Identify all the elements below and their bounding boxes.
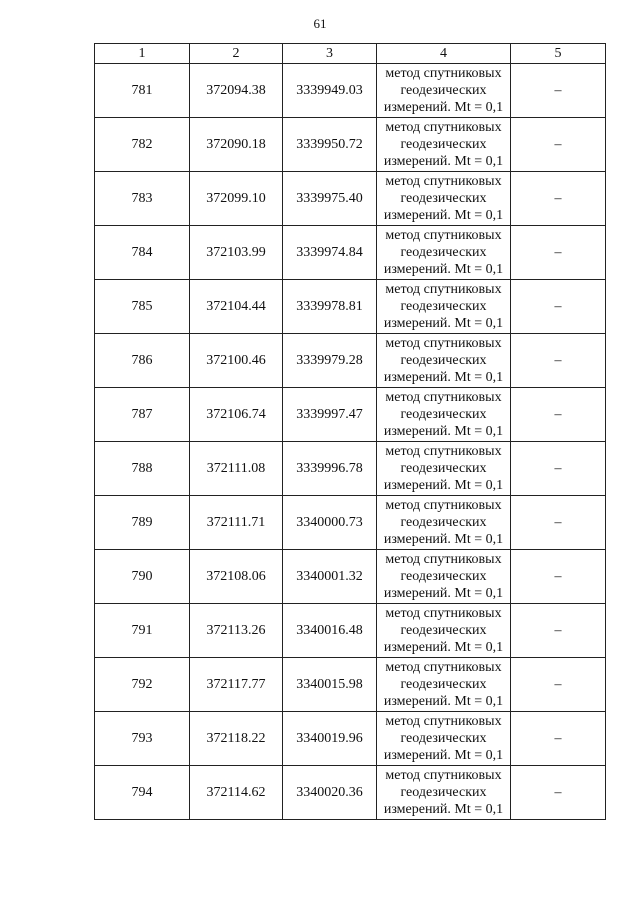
note-cell: –: [511, 388, 606, 442]
table-row: [95, 496, 606, 550]
table-row: [95, 658, 606, 712]
method-cell: [377, 496, 511, 550]
x-coordinate-cell: 372100.46: [190, 334, 283, 388]
method-line: измерений. Mt = 0,1: [383, 208, 504, 223]
x-coordinate-cell: 372118.22: [190, 712, 283, 766]
method-line: геодезических: [400, 407, 487, 422]
note-cell: –: [511, 766, 606, 820]
method-line: геодезических: [400, 191, 487, 206]
x-coordinate-cell: 372111.71: [190, 496, 283, 550]
method-line: геодезических: [400, 515, 487, 530]
note-cell: –: [511, 334, 606, 388]
table-row: [95, 334, 606, 388]
method-line: измерений. Mt = 0,1: [383, 532, 504, 547]
point-number-cell: 790: [95, 550, 190, 604]
header-col-3: 3: [283, 44, 377, 64]
method-cell: [377, 118, 511, 172]
header-col-4: 4: [377, 44, 511, 64]
note-cell: –: [511, 172, 606, 226]
table-row: [95, 766, 606, 820]
y-coordinate-cell: 3340001.32: [283, 550, 377, 604]
table-row: [95, 442, 606, 496]
method-line: метод спутниковых: [385, 714, 502, 729]
y-coordinate-cell: 3339974.84: [283, 226, 377, 280]
note-cell: –: [511, 550, 606, 604]
y-coordinate-cell: 3340000.73: [283, 496, 377, 550]
table-row: [95, 280, 606, 334]
note-cell: –: [511, 280, 606, 334]
y-coordinate-cell: 3339950.72: [283, 118, 377, 172]
method-cell: [377, 766, 511, 820]
method-line: метод спутниковых: [385, 444, 502, 459]
method-line: геодезических: [400, 461, 487, 476]
method-line: метод спутниковых: [385, 768, 502, 783]
y-coordinate-cell: 3340015.98: [283, 658, 377, 712]
header-col-1: 1: [95, 44, 190, 64]
method-line: метод спутниковых: [385, 174, 502, 189]
method-line: измерений. Mt = 0,1: [383, 262, 504, 277]
point-number-cell: 794: [95, 766, 190, 820]
method-line: метод спутниковых: [385, 66, 502, 81]
method-line: метод спутниковых: [385, 390, 502, 405]
point-number-cell: 789: [95, 496, 190, 550]
note-cell: –: [511, 64, 606, 118]
x-coordinate-cell: 372108.06: [190, 550, 283, 604]
method-line: геодезических: [400, 785, 487, 800]
method-cell: [377, 280, 511, 334]
method-line: метод спутниковых: [385, 498, 502, 513]
method-line: измерений. Mt = 0,1: [383, 586, 504, 601]
table-row: [95, 226, 606, 280]
method-line: метод спутниковых: [385, 336, 502, 351]
method-line: метод спутниковых: [385, 120, 502, 135]
point-number-cell: 791: [95, 604, 190, 658]
point-number-cell: 792: [95, 658, 190, 712]
method-line: геодезических: [400, 623, 487, 638]
method-line: геодезических: [400, 731, 487, 746]
method-line: геодезических: [400, 137, 487, 152]
method-line: геодезических: [400, 677, 487, 692]
method-cell: [377, 172, 511, 226]
method-line: измерений. Mt = 0,1: [383, 478, 504, 493]
method-line: метод спутниковых: [385, 552, 502, 567]
point-number-cell: 786: [95, 334, 190, 388]
note-cell: –: [511, 604, 606, 658]
point-number-cell: 788: [95, 442, 190, 496]
point-number-cell: 785: [95, 280, 190, 334]
method-line: измерений. Mt = 0,1: [383, 694, 504, 709]
x-coordinate-cell: 372104.44: [190, 280, 283, 334]
y-coordinate-cell: 3340016.48: [283, 604, 377, 658]
y-coordinate-cell: 3339997.47: [283, 388, 377, 442]
y-coordinate-cell: 3339978.81: [283, 280, 377, 334]
y-coordinate-cell: 3340019.96: [283, 712, 377, 766]
note-cell: –: [511, 658, 606, 712]
method-line: метод спутниковых: [385, 228, 502, 243]
table-row: [95, 172, 606, 226]
header-col-5: 5: [511, 44, 606, 64]
method-line: измерений. Mt = 0,1: [383, 748, 504, 763]
method-line: метод спутниковых: [385, 606, 502, 621]
method-line: измерений. Mt = 0,1: [383, 100, 504, 115]
point-number-cell: 793: [95, 712, 190, 766]
table-row: [95, 64, 606, 118]
table-header-row: [95, 44, 606, 64]
point-number-cell: 784: [95, 226, 190, 280]
method-cell: [377, 388, 511, 442]
point-number-cell: 782: [95, 118, 190, 172]
method-cell: [377, 604, 511, 658]
x-coordinate-cell: 372114.62: [190, 766, 283, 820]
point-number-cell: 781: [95, 64, 190, 118]
x-coordinate-cell: 372094.38: [190, 64, 283, 118]
method-line: измерений. Mt = 0,1: [383, 370, 504, 385]
x-coordinate-cell: 372117.77: [190, 658, 283, 712]
method-cell: [377, 64, 511, 118]
header-col-2: 2: [190, 44, 283, 64]
method-line: метод спутниковых: [385, 660, 502, 675]
method-line: геодезических: [400, 353, 487, 368]
y-coordinate-cell: 3339979.28: [283, 334, 377, 388]
method-line: измерений. Mt = 0,1: [383, 424, 504, 439]
method-line: измерений. Mt = 0,1: [383, 316, 504, 331]
table-row: [95, 388, 606, 442]
y-coordinate-cell: 3340020.36: [283, 766, 377, 820]
x-coordinate-cell: 372103.99: [190, 226, 283, 280]
method-line: измерений. Mt = 0,1: [383, 154, 504, 169]
coordinates-table: [94, 43, 606, 820]
x-coordinate-cell: 372099.10: [190, 172, 283, 226]
page-number: 61: [313, 16, 327, 31]
note-cell: –: [511, 496, 606, 550]
method-line: геодезических: [400, 83, 487, 98]
note-cell: –: [511, 226, 606, 280]
table-row: [95, 712, 606, 766]
method-line: геодезических: [400, 569, 487, 584]
y-coordinate-cell: 3339996.78: [283, 442, 377, 496]
method-cell: [377, 334, 511, 388]
note-cell: –: [511, 118, 606, 172]
note-cell: –: [511, 442, 606, 496]
method-line: измерений. Mt = 0,1: [383, 640, 504, 655]
x-coordinate-cell: 372111.08: [190, 442, 283, 496]
point-number-cell: 787: [95, 388, 190, 442]
method-line: измерений. Mt = 0,1: [383, 802, 504, 817]
x-coordinate-cell: 372106.74: [190, 388, 283, 442]
y-coordinate-cell: 3339949.03: [283, 64, 377, 118]
table-row: [95, 604, 606, 658]
x-coordinate-cell: 372113.26: [190, 604, 283, 658]
y-coordinate-cell: 3339975.40: [283, 172, 377, 226]
note-cell: –: [511, 712, 606, 766]
method-line: геодезических: [400, 299, 487, 314]
method-line: геодезических: [400, 245, 487, 260]
table-row: [95, 550, 606, 604]
table-body: [95, 64, 606, 820]
method-cell: [377, 712, 511, 766]
point-number-cell: 783: [95, 172, 190, 226]
method-cell: [377, 442, 511, 496]
method-cell: [377, 550, 511, 604]
method-cell: [377, 226, 511, 280]
table-row: [95, 118, 606, 172]
method-cell: [377, 658, 511, 712]
method-line: метод спутниковых: [385, 282, 502, 297]
x-coordinate-cell: 372090.18: [190, 118, 283, 172]
